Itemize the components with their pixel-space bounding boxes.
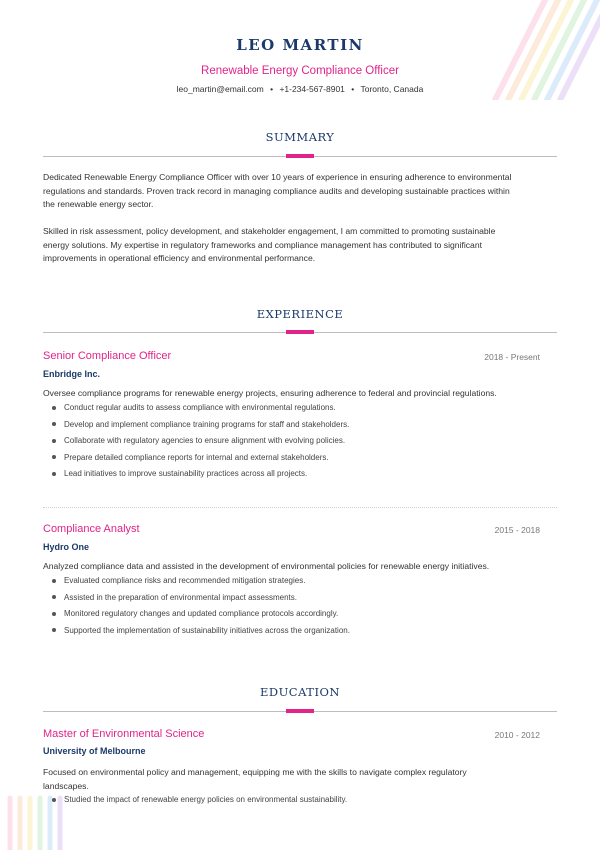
job-title: Senior Compliance Officer (43, 350, 172, 362)
section-accent-bar (286, 330, 314, 334)
job-bullets (52, 402, 552, 485)
separator-dot: • (351, 84, 355, 94)
degree-title: Master of Environmental Science (43, 728, 205, 740)
phone-text: +1-234-567-8901 (279, 84, 345, 94)
education-dates: 2010 - 2012 (494, 730, 540, 740)
summary-line: improvements in operational efficiency and environmental performance. (43, 253, 316, 263)
list-item: Develop and implement compliance training programs for staff and stakeholders. (52, 419, 552, 436)
location-text: Toronto, Canada (360, 84, 424, 94)
contact-line (0, 84, 600, 94)
section-accent-bar (286, 709, 314, 713)
list-item: Collaborate with regulatory agencies to ensure alignment with evolving policies. (52, 435, 552, 452)
email-text: leo_martin@email.com (176, 84, 264, 94)
job-title-subtitle: Renewable Energy Compliance Officer (201, 65, 399, 77)
entry-divider (43, 507, 557, 508)
separator-dot: • (270, 84, 274, 94)
company-name: Hydro One (43, 542, 90, 552)
education-description (43, 766, 558, 793)
list-item: Supported the implementation of sustainability initiatives across the organization. (52, 625, 552, 642)
section-accent-bar (286, 154, 314, 158)
list-item: Lead initiatives to improve sustainability practices across all projects. (52, 468, 552, 485)
list-item: Prepare detailed compliance reports for internal and external stakeholders. (52, 452, 552, 469)
job-dates: 2015 - 2018 (494, 525, 540, 535)
list-item: Monitored regulatory changes and updated compliance protocols accordingly. (52, 608, 552, 625)
school-name: University of Melbourne (43, 746, 146, 756)
job-description: Analyzed compliance data and assisted in the development of environmental policies for renewable energy initiatives. (43, 561, 490, 571)
education-line: Focused on environmental policy and management, equipping me with the skills to navigate complex regulatory (43, 767, 467, 777)
list-item: Studied the impact of renewable energy policies on environmental sustainability. (52, 794, 552, 811)
experience-heading: EXPERIENCE (256, 307, 344, 321)
summary-paragraph-2 (43, 225, 558, 266)
summary-heading: SUMMARY (265, 130, 335, 144)
list-item: Assisted in the preparation of environmental impact assessments. (52, 592, 552, 609)
summary-line: regulations and standards. Proven track record in managing compliance audits and developing sustainable practices within (43, 185, 510, 196)
list-item: Conduct regular audits to assess compliance with environmental regulations. (52, 402, 552, 419)
summary-line: Skilled in risk assessment, policy development, and stakeholder engagement, I am committed to promoting sustainable (43, 226, 496, 236)
company-name: Enbridge Inc. (43, 369, 101, 379)
education-heading: EDUCATION (260, 685, 340, 699)
education-bullets (52, 794, 552, 811)
job-bullets (52, 575, 552, 641)
list-item: Evaluated compliance risks and recommended mitigation strategies. (52, 575, 552, 592)
job-dates: 2018 - Present (484, 352, 540, 362)
job-title: Compliance Analyst (43, 523, 140, 535)
summary-line: Dedicated Renewable Energy Compliance Officer with over 10 years of experience in ensuring adherence to environmental (43, 172, 512, 182)
candidate-name: LEO MARTIN (236, 36, 364, 54)
education-line: landscapes. (43, 780, 89, 791)
summary-line: energy solutions. My expertise in regulatory frameworks and compliance management has contributed to significant (43, 239, 482, 250)
summary-line: the renewable energy sector. (43, 199, 154, 209)
job-description: Oversee compliance programs for renewable energy projects, ensuring adherence to federal and provincial regulations. (43, 388, 497, 398)
summary-paragraph-1 (43, 171, 558, 212)
